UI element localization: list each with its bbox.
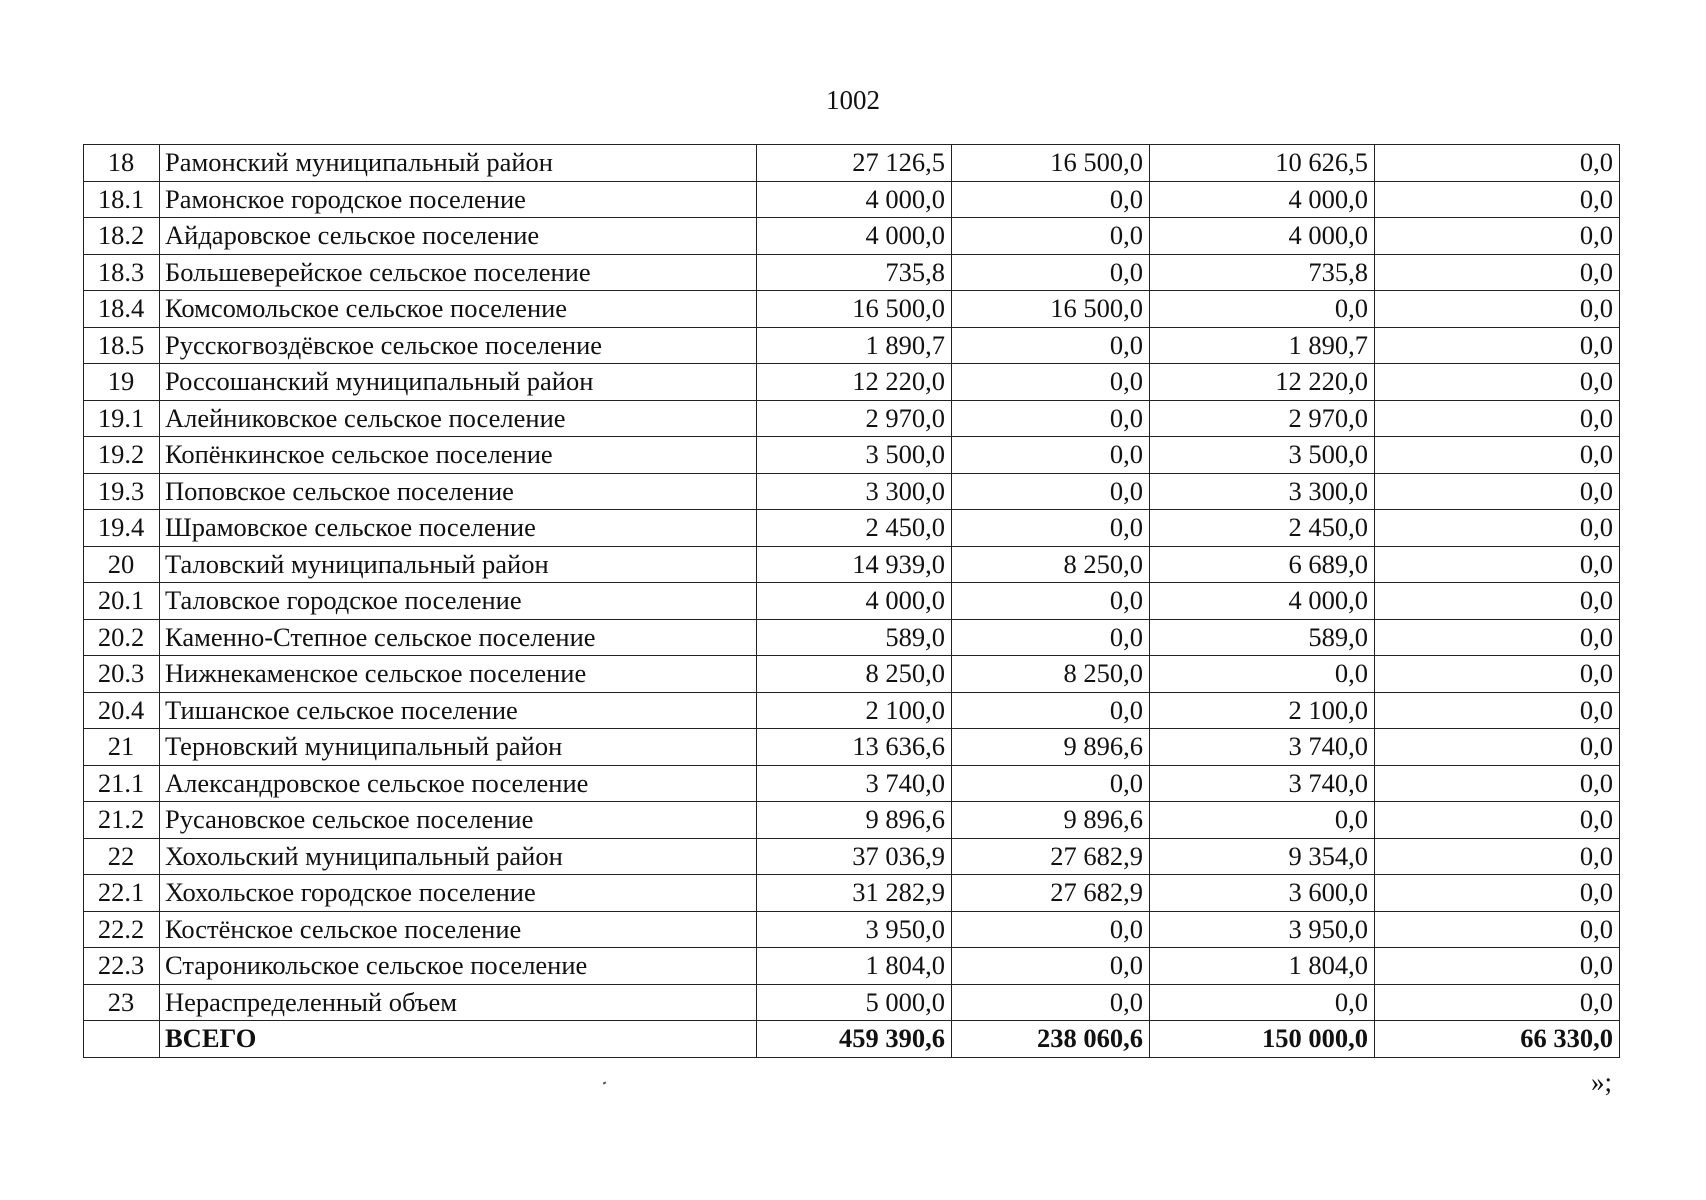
table-row xyxy=(84,400,1620,437)
row-number: 20 xyxy=(84,546,160,583)
value-col-3: 3 300,0 xyxy=(1150,473,1375,510)
table-row xyxy=(84,656,1620,693)
value-total: 37 036,9 xyxy=(757,838,952,875)
value-total: 1 890,7 xyxy=(757,327,952,364)
total-value-total: 459 390,6 xyxy=(757,1021,952,1058)
value-total: 3 500,0 xyxy=(757,437,952,474)
table-row xyxy=(84,145,1620,182)
table-row xyxy=(84,911,1620,948)
table-row xyxy=(84,254,1620,291)
row-name: Комсомольское сельское поселение xyxy=(160,291,757,328)
value-col-2: 0,0 xyxy=(952,437,1150,474)
value-total: 589,0 xyxy=(757,619,952,656)
row-number: 23 xyxy=(84,984,160,1021)
value-col-4: 0,0 xyxy=(1375,437,1620,474)
row-name: Айдаровское сельское поселение xyxy=(160,218,757,255)
value-col-4: 0,0 xyxy=(1375,218,1620,255)
value-total: 13 636,6 xyxy=(757,729,952,766)
table-row xyxy=(84,546,1620,583)
value-col-2: 0,0 xyxy=(952,583,1150,620)
row-name: Рамонский муниципальный район xyxy=(160,145,757,182)
value-col-4: 0,0 xyxy=(1375,546,1620,583)
total-value-col-3: 150 000,0 xyxy=(1150,1021,1375,1058)
row-name: Нижнекаменское сельское поселение xyxy=(160,656,757,693)
value-col-2: 8 250,0 xyxy=(952,656,1150,693)
value-total: 3 950,0 xyxy=(757,911,952,948)
table-body xyxy=(84,145,1620,1058)
value-col-3: 1 804,0 xyxy=(1150,948,1375,985)
value-col-3: 4 000,0 xyxy=(1150,218,1375,255)
row-name: Большеверейское сельское поселение xyxy=(160,254,757,291)
row-name: Александровское сельское поселение xyxy=(160,765,757,802)
value-col-2: 0,0 xyxy=(952,327,1150,364)
total-row-name: ВСЕГО xyxy=(160,1021,757,1058)
table-row xyxy=(84,948,1620,985)
row-number: 19.1 xyxy=(84,400,160,437)
value-col-2: 8 250,0 xyxy=(952,546,1150,583)
value-col-3: 3 740,0 xyxy=(1150,729,1375,766)
value-col-3: 12 220,0 xyxy=(1150,364,1375,401)
value-total: 31 282,9 xyxy=(757,875,952,912)
row-number: 18 xyxy=(84,145,160,182)
row-name: Хохольское городское поселение xyxy=(160,875,757,912)
table-row xyxy=(84,765,1620,802)
row-number: 22.1 xyxy=(84,875,160,912)
row-name: Алейниковское сельское поселение xyxy=(160,400,757,437)
value-total: 4 000,0 xyxy=(757,218,952,255)
value-total: 5 000,0 xyxy=(757,984,952,1021)
value-col-4: 0,0 xyxy=(1375,802,1620,839)
value-col-4: 0,0 xyxy=(1375,765,1620,802)
value-col-4: 0,0 xyxy=(1375,656,1620,693)
table-row xyxy=(84,692,1620,729)
value-col-4: 0,0 xyxy=(1375,875,1620,912)
row-number: 21.1 xyxy=(84,765,160,802)
row-name: Шрамовское сельское поселение xyxy=(160,510,757,547)
value-total: 4 000,0 xyxy=(757,181,952,218)
value-col-4: 0,0 xyxy=(1375,729,1620,766)
table-row xyxy=(84,583,1620,620)
row-name: Каменно-Степное сельское поселение xyxy=(160,619,757,656)
value-col-2: 0,0 xyxy=(952,510,1150,547)
value-col-4: 0,0 xyxy=(1375,473,1620,510)
row-number: 20.4 xyxy=(84,692,160,729)
value-col-3: 3 600,0 xyxy=(1150,875,1375,912)
row-number: 20.2 xyxy=(84,619,160,656)
row-number: 18.4 xyxy=(84,291,160,328)
row-name: Копёнкинское сельское поселение xyxy=(160,437,757,474)
value-total: 16 500,0 xyxy=(757,291,952,328)
value-col-2: 0,0 xyxy=(952,400,1150,437)
table-row xyxy=(84,729,1620,766)
table-row xyxy=(84,327,1620,364)
value-col-4: 0,0 xyxy=(1375,619,1620,656)
value-col-4: 0,0 xyxy=(1375,838,1620,875)
value-col-2: 0,0 xyxy=(952,473,1150,510)
row-name: Русскогвоздёвское сельское поселение xyxy=(160,327,757,364)
value-col-2: 9 896,6 xyxy=(952,802,1150,839)
value-col-3: 4 000,0 xyxy=(1150,181,1375,218)
row-number: 20.3 xyxy=(84,656,160,693)
table-row xyxy=(84,291,1620,328)
value-col-2: 0,0 xyxy=(952,948,1150,985)
value-col-4: 0,0 xyxy=(1375,181,1620,218)
row-number: 19.4 xyxy=(84,510,160,547)
value-col-4: 0,0 xyxy=(1375,692,1620,729)
value-col-2: 0,0 xyxy=(952,765,1150,802)
row-number: 19.3 xyxy=(84,473,160,510)
value-col-3: 589,0 xyxy=(1150,619,1375,656)
total-value-col-2: 238 060,6 xyxy=(952,1021,1150,1058)
value-col-2: 16 500,0 xyxy=(952,291,1150,328)
row-name: Россошанский муниципальный район xyxy=(160,364,757,401)
value-col-3: 0,0 xyxy=(1150,656,1375,693)
value-col-3: 1 890,7 xyxy=(1150,327,1375,364)
value-col-2: 0,0 xyxy=(952,181,1150,218)
table-row xyxy=(84,473,1620,510)
row-number: 18.3 xyxy=(84,254,160,291)
value-col-3: 0,0 xyxy=(1150,802,1375,839)
table-row xyxy=(84,875,1620,912)
row-name: Тишанское сельское поселение xyxy=(160,692,757,729)
value-col-3: 3 950,0 xyxy=(1150,911,1375,948)
row-name: Таловское городское поселение xyxy=(160,583,757,620)
value-col-3: 2 450,0 xyxy=(1150,510,1375,547)
row-number: 20.1 xyxy=(84,583,160,620)
value-total: 9 896,6 xyxy=(757,802,952,839)
value-col-3: 735,8 xyxy=(1150,254,1375,291)
value-col-2: 0,0 xyxy=(952,218,1150,255)
table-row xyxy=(84,619,1620,656)
value-col-2: 0,0 xyxy=(952,984,1150,1021)
value-col-4: 0,0 xyxy=(1375,291,1620,328)
value-total: 8 250,0 xyxy=(757,656,952,693)
value-col-4: 0,0 xyxy=(1375,583,1620,620)
value-col-4: 0,0 xyxy=(1375,364,1620,401)
row-name: Таловский муниципальный район xyxy=(160,546,757,583)
value-col-3: 6 689,0 xyxy=(1150,546,1375,583)
value-total: 2 970,0 xyxy=(757,400,952,437)
row-name: Поповское сельское поселение xyxy=(160,473,757,510)
value-col-4: 0,0 xyxy=(1375,911,1620,948)
row-name: Русановское сельское поселение xyxy=(160,802,757,839)
row-number: 21 xyxy=(84,729,160,766)
row-number: 18.5 xyxy=(84,327,160,364)
value-col-3: 10 626,5 xyxy=(1150,145,1375,182)
value-col-4: 0,0 xyxy=(1375,948,1620,985)
value-col-2: 0,0 xyxy=(952,254,1150,291)
value-col-3: 2 100,0 xyxy=(1150,692,1375,729)
table-row xyxy=(84,364,1620,401)
row-name: Терновский муниципальный район xyxy=(160,729,757,766)
total-value-col-4: 66 330,0 xyxy=(1375,1021,1620,1058)
row-number: 19.2 xyxy=(84,437,160,474)
value-col-2: 0,0 xyxy=(952,692,1150,729)
table-row xyxy=(84,437,1620,474)
budget-table xyxy=(83,144,1620,1058)
row-number: 22.3 xyxy=(84,948,160,985)
value-col-4: 0,0 xyxy=(1375,254,1620,291)
total-row xyxy=(84,1021,1620,1058)
row-name: Староникольское сельское поселение xyxy=(160,948,757,985)
value-total: 2 450,0 xyxy=(757,510,952,547)
value-col-3: 0,0 xyxy=(1150,984,1375,1021)
value-total: 4 000,0 xyxy=(757,583,952,620)
value-col-4: 0,0 xyxy=(1375,510,1620,547)
row-number: 19 xyxy=(84,364,160,401)
table-row xyxy=(84,838,1620,875)
closing-quote-mark: »; xyxy=(1590,1067,1612,1097)
value-total: 1 804,0 xyxy=(757,948,952,985)
value-col-4: 0,0 xyxy=(1375,984,1620,1021)
value-col-3: 4 000,0 xyxy=(1150,583,1375,620)
value-total: 3 740,0 xyxy=(757,765,952,802)
value-col-4: 0,0 xyxy=(1375,327,1620,364)
value-col-3: 0,0 xyxy=(1150,291,1375,328)
value-col-4: 0,0 xyxy=(1375,400,1620,437)
row-number: 18.1 xyxy=(84,181,160,218)
value-col-3: 3 500,0 xyxy=(1150,437,1375,474)
total-row-number xyxy=(84,1021,160,1058)
value-total: 3 300,0 xyxy=(757,473,952,510)
value-col-2: 27 682,9 xyxy=(952,875,1150,912)
value-col-2: 16 500,0 xyxy=(952,145,1150,182)
value-col-2: 27 682,9 xyxy=(952,838,1150,875)
value-total: 12 220,0 xyxy=(757,364,952,401)
row-number: 21.2 xyxy=(84,802,160,839)
value-col-2: 0,0 xyxy=(952,911,1150,948)
table-row xyxy=(84,802,1620,839)
row-name: Рамонское городское поселение xyxy=(160,181,757,218)
table-row xyxy=(84,218,1620,255)
value-total: 27 126,5 xyxy=(757,145,952,182)
value-col-3: 9 354,0 xyxy=(1150,838,1375,875)
value-col-2: 9 896,6 xyxy=(952,729,1150,766)
value-col-2: 0,0 xyxy=(952,364,1150,401)
table-row xyxy=(84,181,1620,218)
row-name: Нераспределенный объем xyxy=(160,984,757,1021)
value-total: 14 939,0 xyxy=(757,546,952,583)
value-total: 2 100,0 xyxy=(757,692,952,729)
value-col-2: 0,0 xyxy=(952,619,1150,656)
value-col-3: 2 970,0 xyxy=(1150,400,1375,437)
row-number: 18.2 xyxy=(84,218,160,255)
row-number: 22 xyxy=(84,838,160,875)
value-col-4: 0,0 xyxy=(1375,145,1620,182)
row-name: Хохольский муниципальный район xyxy=(160,838,757,875)
scan-speck xyxy=(603,1081,607,1084)
value-total: 735,8 xyxy=(757,254,952,291)
page-number: 1002 xyxy=(826,85,880,115)
row-number: 22.2 xyxy=(84,911,160,948)
value-col-3: 3 740,0 xyxy=(1150,765,1375,802)
table-row xyxy=(84,510,1620,547)
row-name: Костёнское сельское поселение xyxy=(160,911,757,948)
table-row xyxy=(84,984,1620,1021)
